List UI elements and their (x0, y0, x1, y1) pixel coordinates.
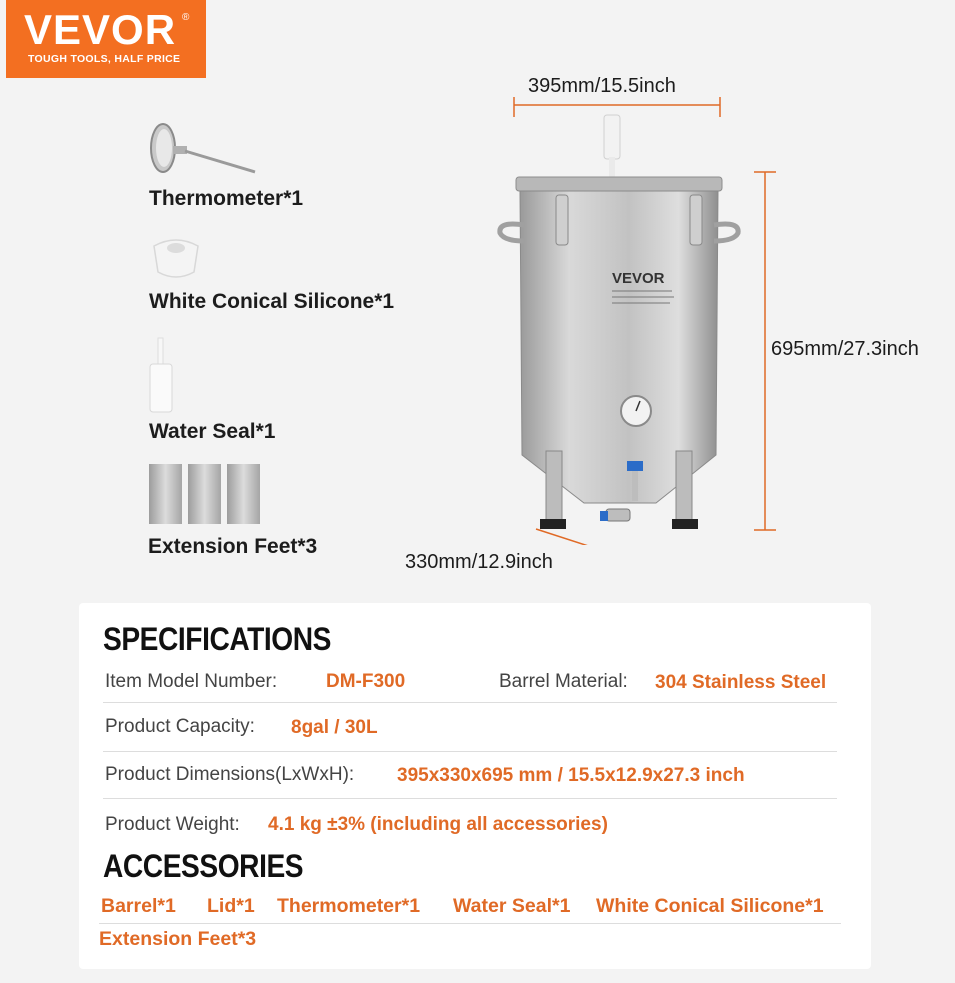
divider (103, 751, 837, 752)
weight-value: 4.1 kg ±3% (including all accessories) (268, 814, 608, 835)
weight-label: Product Weight: (105, 814, 240, 835)
registered-mark: ® (182, 12, 190, 23)
water-seal-icon (146, 336, 186, 416)
silicone-cone-icon (148, 232, 204, 282)
extension-feet-icon (148, 463, 263, 525)
fermenter-image (490, 95, 780, 545)
accessory-item: Lid*1 (207, 895, 255, 917)
brand-logo (6, 0, 206, 78)
material-value: 304 Stainless Steel (655, 672, 827, 693)
thermometer-icon (145, 120, 260, 180)
specifications-title: SPECIFICATIONS (103, 621, 332, 657)
specifications-card (79, 603, 871, 969)
accessory-item: White Conical Silicone*1 (596, 895, 824, 917)
capacity-value: 8gal / 30L (291, 717, 378, 738)
width-dimension: 395mm/15.5inch (528, 75, 676, 97)
material-label: Barrel Material: (499, 671, 628, 692)
depth-dimension: 330mm/12.9inch (405, 551, 553, 573)
divider (103, 798, 837, 799)
accessory-item: Water Seal*1 (453, 895, 571, 917)
divider (103, 702, 837, 703)
accessory-item: Extension Feet*3 (99, 928, 257, 950)
silicone-label: White Conical Silicone*1 (149, 290, 395, 313)
water-seal-label: Water Seal*1 (149, 420, 276, 443)
dimensions-value: 395x330x695 mm / 15.5x12.9x27.3 inch (397, 765, 745, 786)
capacity-label: Product Capacity: (105, 716, 255, 737)
svg-text:VEVOR: VEVOR (612, 270, 665, 287)
accessory-item: Barrel*1 (101, 895, 176, 917)
brand-name: VEVOR (24, 6, 177, 53)
extension-feet-label: Extension Feet*3 (148, 535, 318, 558)
model-value: DM-F300 (326, 671, 406, 692)
model-label: Item Model Number: (105, 671, 278, 692)
brand-tagline: TOUGH TOOLS, HALF PRICE (28, 53, 181, 65)
dimensions-label: Product Dimensions(LxWxH): (105, 764, 355, 785)
divider (99, 923, 841, 924)
accessories-title: ACCESSORIES (103, 848, 304, 884)
height-dimension: 695mm/27.3inch (771, 338, 919, 360)
thermometer-label: Thermometer*1 (149, 187, 304, 210)
accessory-item: Thermometer*1 (277, 895, 421, 917)
